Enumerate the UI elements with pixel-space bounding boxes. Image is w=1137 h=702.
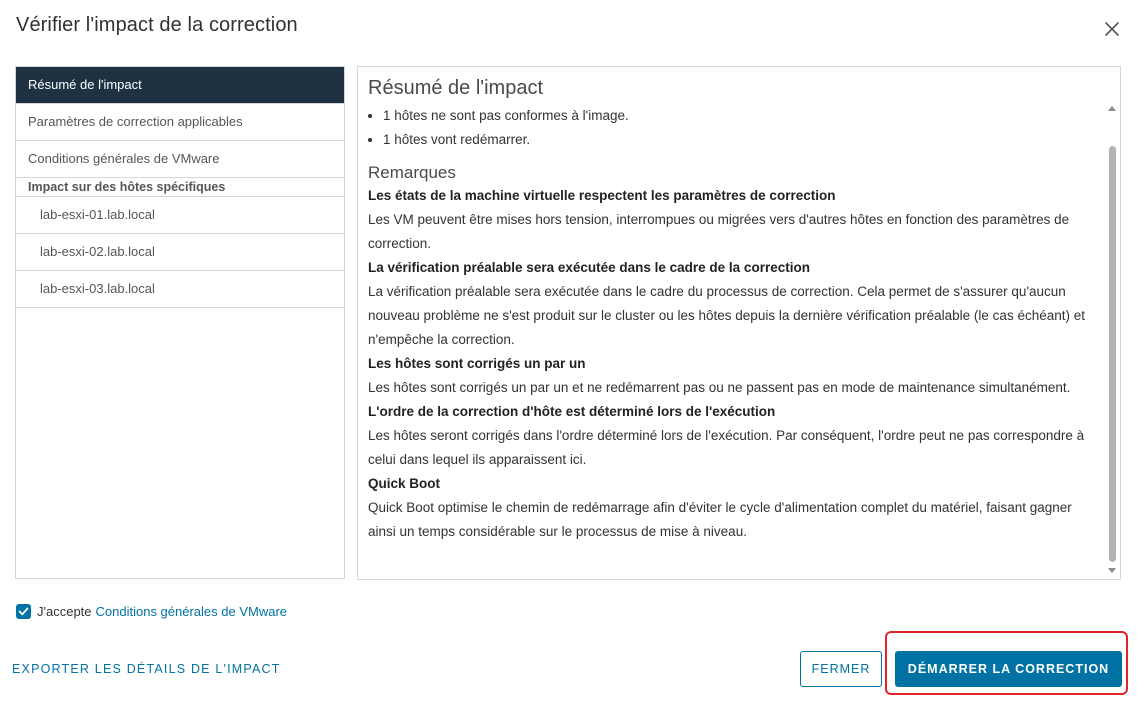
summary-item: • 1 hôtes ne sont pas conformes à l'image. <box>383 104 1093 128</box>
note-text: Quick Boot optimise le chemin de redémarrage afin d'éviter le cycle d'alimentation complet du matériel, faisant gagner ainsi un temps considérable sur le processus de mise à niveau. <box>368 500 1072 539</box>
note-text: Les hôtes seront corrigés dans l'ordre déterminé lors de l'exécution. Par conséquent, l'ordre peut ne pas correspondre à celui dans lequel ils apparaissent ici. <box>368 428 1085 467</box>
nav-item-host-1[interactable]: lab-esxi-01.lab.local <box>16 197 344 234</box>
note-title: L'ordre de la correction d'hôte est déterminé lors de l'exécution <box>368 404 776 419</box>
note-title: La vérification préalable sera exécutée dans le cadre de la correction <box>368 260 810 275</box>
nav-item-host-3[interactable]: lab-esxi-03.lab.local <box>16 271 344 308</box>
content-scrollbar[interactable] <box>1105 68 1119 578</box>
vmware-terms-link[interactable]: Conditions générales de VMware <box>95 604 288 619</box>
note-title: Les états de la machine virtuelle respectent les paramètres de correction <box>368 188 836 203</box>
accept-terms-label: J'accepte <box>37 604 92 619</box>
check-icon <box>18 606 29 617</box>
note-title: Quick Boot <box>368 476 441 491</box>
close-dialog-button[interactable]: FERMER <box>800 651 882 687</box>
scroll-thumb[interactable] <box>1109 146 1116 562</box>
note-text: Les hôtes sont corrigés un par un et ne redémarrent pas ou ne passent pas en mode de maintenance simultanément. <box>368 380 1071 395</box>
nav-item-host-2[interactable]: lab-esxi-02.lab.local <box>16 234 344 271</box>
start-remediation-button[interactable]: DÉMARRER LA CORRECTION <box>895 651 1122 687</box>
nav-item-vmware-terms[interactable]: Conditions générales de VMware <box>16 141 344 178</box>
note-text: La vérification préalable sera exécutée dans le cadre du processus de correction. Cela permet de s'assurer qu'aucun nouveau problème ne s'est produit sur le cluster ou les hôtes depuis la dernière vérification préalable (le cas échéant) et n'empêche la correction. <box>368 284 1085 347</box>
nav-item-impact-summary[interactable]: Résumé de l'impact <box>16 67 344 104</box>
close-button[interactable] <box>1102 19 1122 39</box>
summary-list <box>368 104 1093 152</box>
summary-item: • 1 hôtes vont redémarrer. <box>383 128 1093 152</box>
nav-item-remediation-settings[interactable]: Paramètres de correction applicables <box>16 104 344 141</box>
export-impact-details-link[interactable]: EXPORTER LES DÉTAILS DE L'IMPACT <box>12 662 281 676</box>
nav-section-host-impact: Impact sur des hôtes spécifiques <box>16 178 344 197</box>
close-icon[interactable] <box>1102 19 1122 39</box>
note-title: Les hôtes sont corrigés un par un <box>368 356 586 371</box>
accept-terms-row <box>16 604 287 619</box>
accept-terms-checkbox[interactable] <box>16 604 31 619</box>
dialog-title: Vérifier l'impact de la correction <box>16 14 298 36</box>
summary-heading: Résumé de l'impact <box>368 77 543 99</box>
remarks-heading: Remarques <box>368 163 456 182</box>
impact-content-panel <box>357 66 1121 580</box>
note-text: Les VM peuvent être mises hors tension, interrompues ou migrées vers d'autres hôtes en fonction des paramètres de correction. <box>368 212 1070 251</box>
scroll-down-arrow-icon[interactable] <box>1108 568 1116 573</box>
scroll-up-arrow-icon[interactable] <box>1108 106 1116 111</box>
impact-nav <box>15 66 345 579</box>
content-body <box>368 75 1093 544</box>
